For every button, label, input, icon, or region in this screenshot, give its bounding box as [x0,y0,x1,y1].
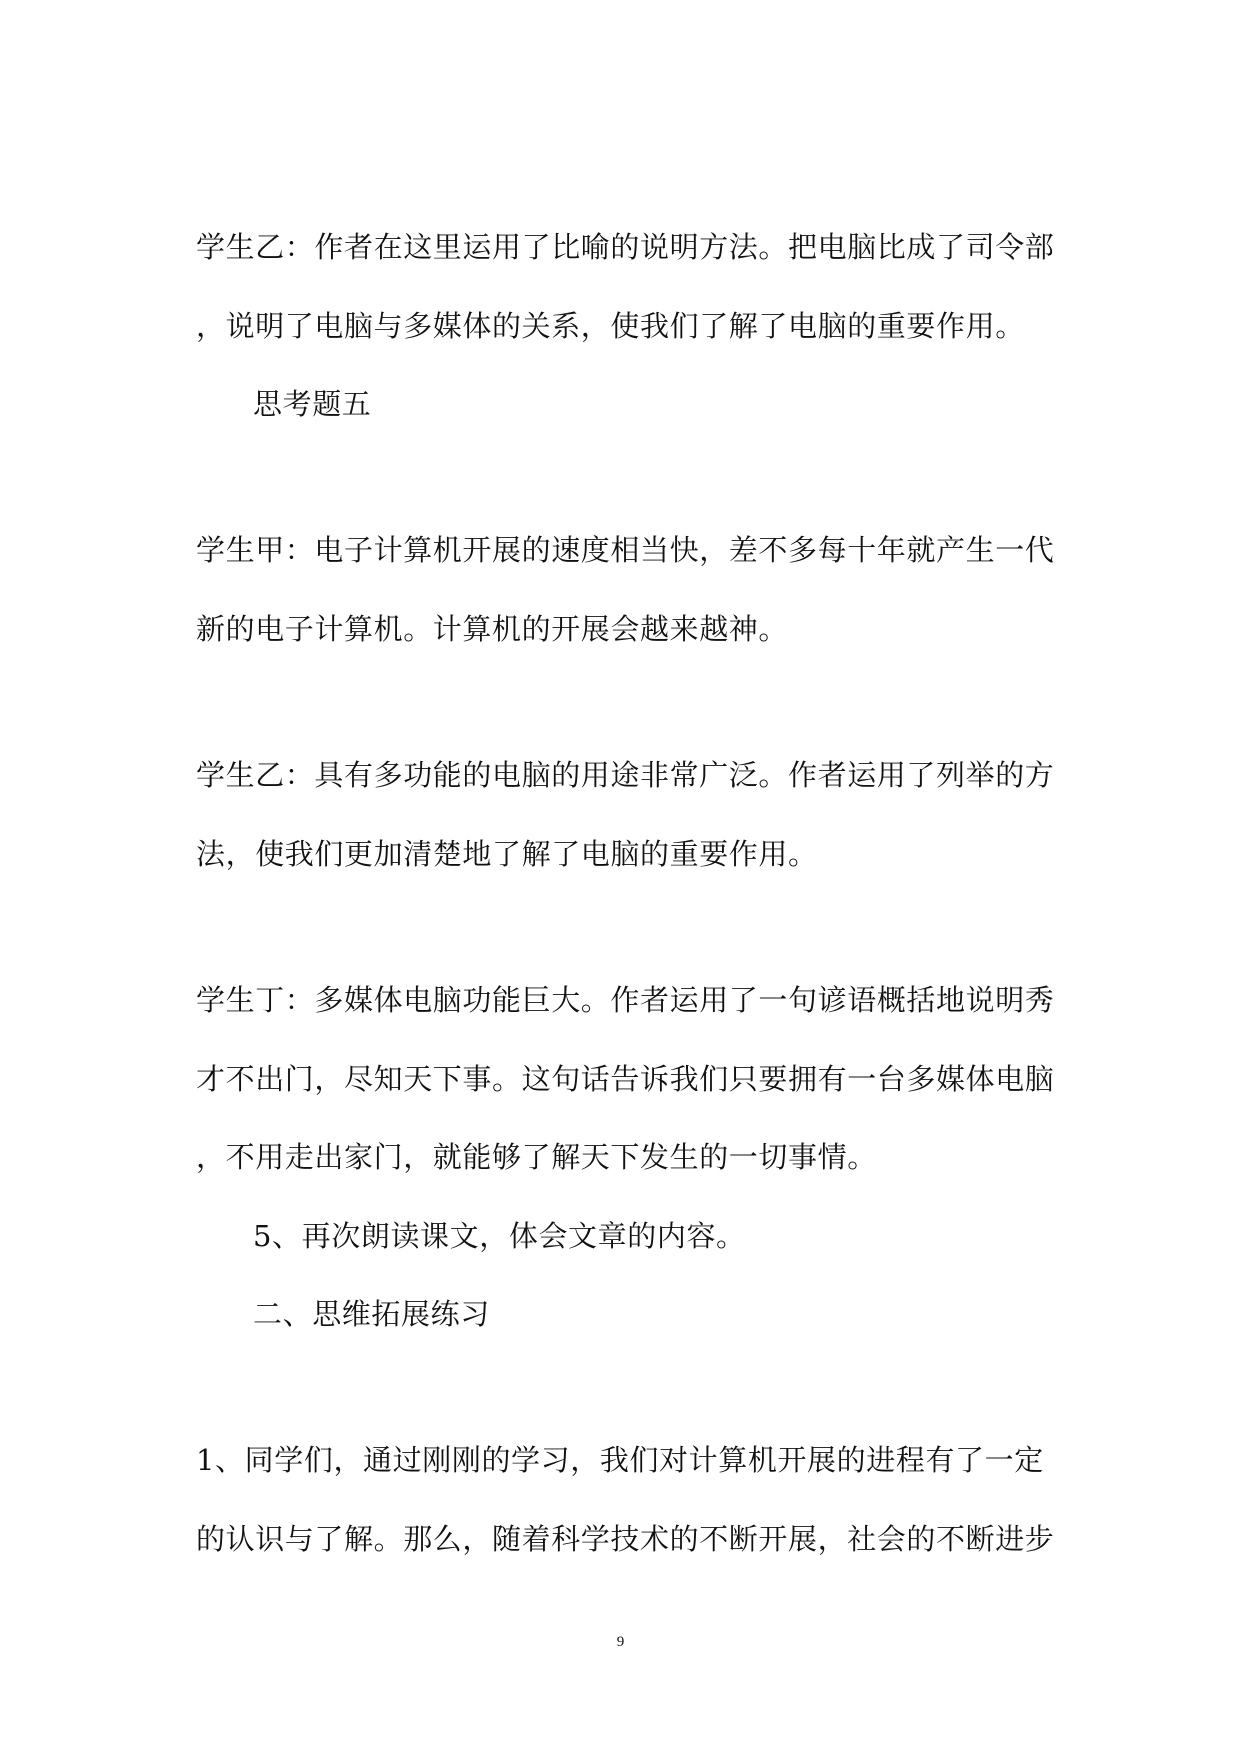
page-number: 9 [616,1634,625,1650]
paragraph-line: 新的电子计算机。计算机的开展会越来越神。 [196,612,789,646]
paragraph-line: 才不出门，尽知天下事。这句话告诉我们只要拥有一台多媒体电脑 [196,1062,1055,1096]
paragraph-line: 1、同学们，通过刚刚的学习，我们对计算机开展的进程有了一定 [196,1443,1044,1477]
paragraph-line: ，不用走出家门，就能够了解天下发生的一切事情。 [196,1140,877,1174]
section-heading: 二、思维拓展练习 [253,1297,490,1331]
paragraph-line: 学生乙：具有多功能的电脑的用途非常广泛。作者运用了列举的方 [196,758,1055,792]
paragraph-line: 法，使我们更加清楚地了解了电脑的重要作用。 [196,837,818,871]
paragraph-line: 学生乙：作者在这里运用了比喻的说明方法。把电脑比成了司令部 [196,230,1055,264]
numbered-item: 5、再次朗读课文，体会文章的内容。 [253,1219,746,1253]
paragraph-line: ，说明了电脑与多媒体的关系，使我们了解了电脑的重要作用。 [196,309,1025,343]
paragraph-line: 学生甲：电子计算机开展的速度相当快，差不多每十年就产生一代 [196,533,1055,567]
section-heading: 思考题五 [253,387,372,421]
paragraph-line: 的认识与了解。那么，随着科学技术的不断开展，社会的不断进步 [196,1522,1055,1556]
paragraph-line: 学生丁：多媒体电脑功能巨大。作者运用了一句谚语概括地说明秀 [196,983,1055,1017]
